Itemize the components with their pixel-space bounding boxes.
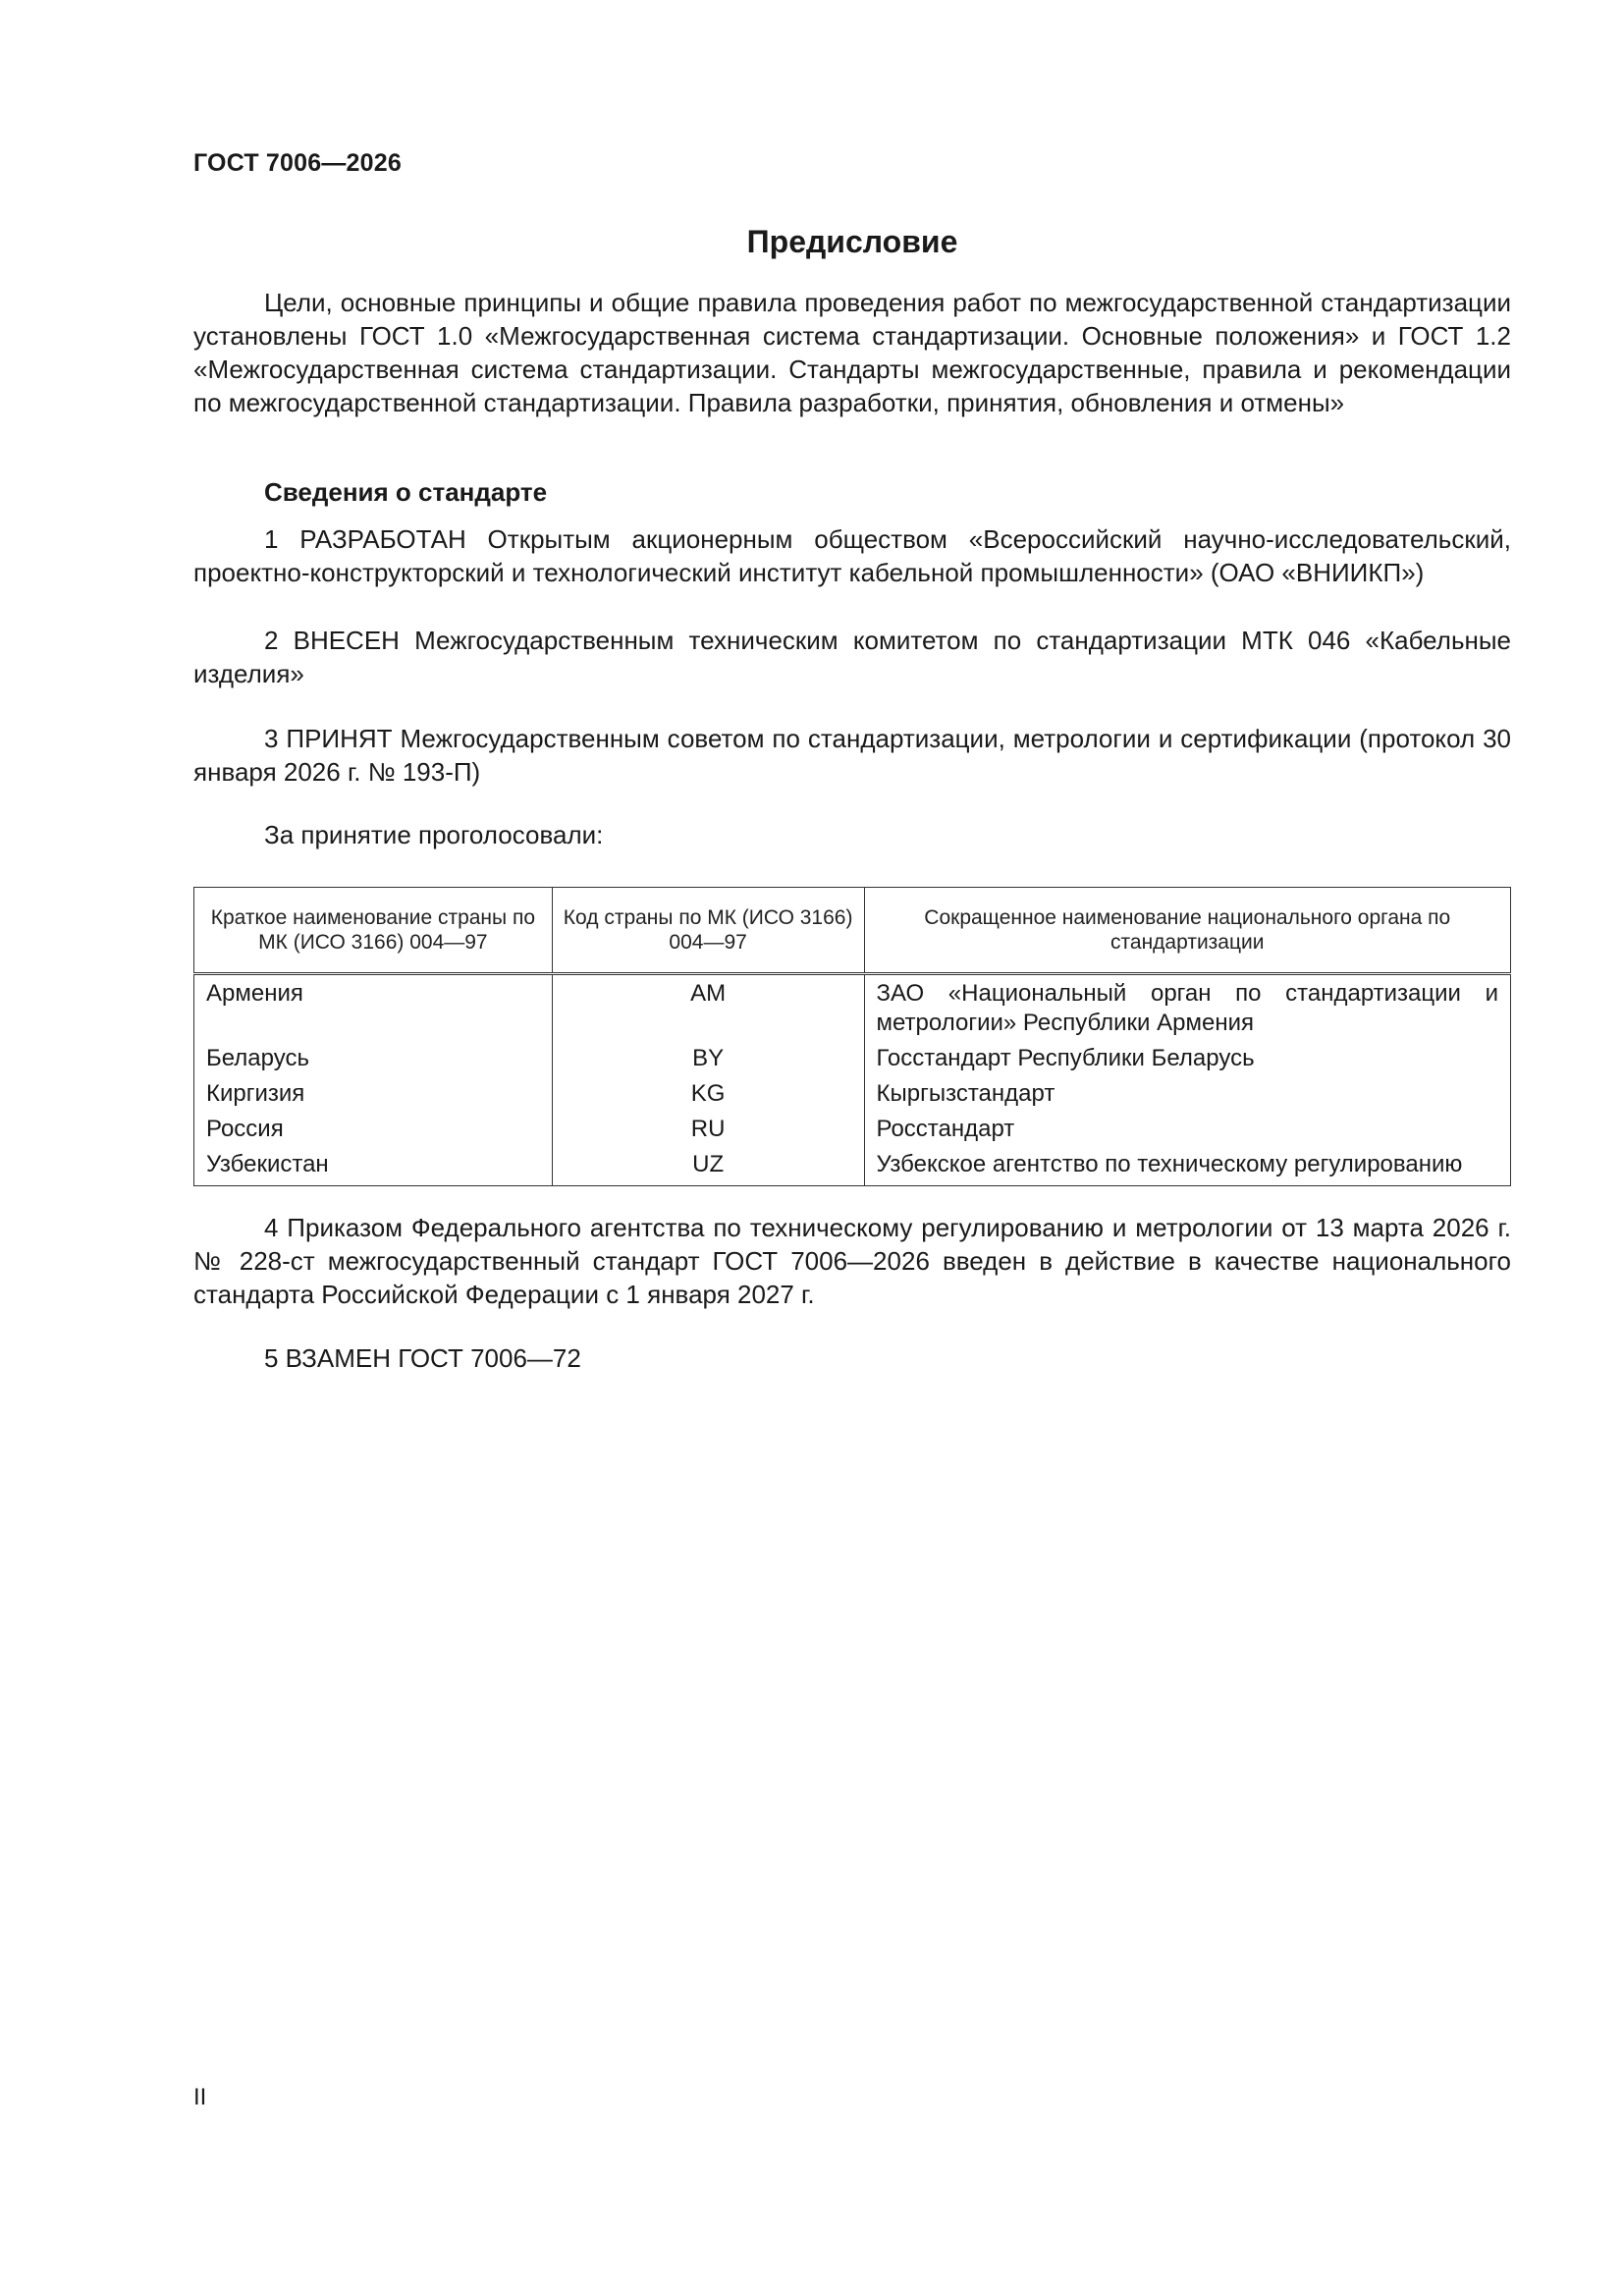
table-row xyxy=(194,1075,1511,1111)
document-page xyxy=(193,0,1511,2296)
cell-body: Узбекское агентство по техническому регулированию xyxy=(864,1146,1511,1186)
item-order: 4 Приказом Федерального агентства по техническому регулированию и метрологии от 13 марта 2026 г. № 228-ст межгосударственный стандарт ГОСТ 7006—2026 введен в действие в качестве национального стандарта Российской Федерации с 1 января 2027 г. xyxy=(193,1213,1511,1309)
cell-country: Беларусь xyxy=(194,1040,553,1075)
table-row xyxy=(194,974,1511,1041)
header-code: Код страны по МК (ИСО 3166) 004—97 xyxy=(552,888,864,974)
standard-code-header: ГОСТ 7006—2026 xyxy=(193,149,402,177)
cell-code: UZ xyxy=(552,1146,864,1186)
cell-body: Росстандарт xyxy=(864,1111,1511,1146)
item-developed: 1 РАЗРАБОТАН Открытым акционерным обществом «Всероссийский научно-исследовательский, проектно-конструкторский и технологический институт кабельной промышленности» (ОАО «ВНИИКП») xyxy=(193,524,1511,587)
member-states-table xyxy=(193,887,1511,1186)
page-title: Предисловие xyxy=(746,224,958,259)
cell-country: Армения xyxy=(194,974,553,1041)
cell-country: Узбекистан xyxy=(194,1146,553,1186)
page-number: II xyxy=(193,2084,207,2110)
cell-body: Госстандарт Республики Беларусь xyxy=(864,1040,1511,1075)
table-row xyxy=(194,1146,1511,1186)
table-row xyxy=(194,1111,1511,1146)
cell-code: BY xyxy=(552,1040,864,1075)
cell-code: KG xyxy=(552,1075,864,1111)
votes-label: За принятие проголосовали: xyxy=(264,820,604,849)
header-country: Краткое наименование страны по МК (ИСО 3166) 004—97 xyxy=(194,888,553,974)
cell-country: Киргизия xyxy=(194,1075,553,1111)
item-introduced: 2 ВНЕСЕН Межгосударственным техническим комитетом по стандартизации МТК 046 «Кабельные изделия» xyxy=(193,626,1511,688)
cell-body: ЗАО «Национальный орган по стандартизации и метрологии» Республики Армения xyxy=(864,974,1511,1041)
item-replaces: 5 ВЗАМЕН ГОСТ 7006—72 xyxy=(264,1343,581,1373)
header-body: Сокращенное наименование национального органа по стандартизации xyxy=(864,888,1511,974)
intro-paragraph: Цели, основные принципы и общие правила проведения работ по межгосударственной стандартизации установлены ГОСТ 1.0 «Межгосударственная система стандартизации. Основные положения» и ГОСТ 1.2 «Межгосударственная система стандартизации. Стандарты межгосударственные, правила и рекомендации по межгосударственной стандартизации. Правила разработки, принятия, обновления и отмены» xyxy=(193,288,1511,417)
table-header-row xyxy=(194,888,1511,974)
cell-country: Россия xyxy=(194,1111,553,1146)
cell-body: Кыргызстандарт xyxy=(864,1075,1511,1111)
cell-code: AM xyxy=(552,974,864,1041)
item-adopted: 3 ПРИНЯТ Межгосударственным советом по стандартизации, метрологии и сертификации (протокол 30 января 2026 г. № 193-П) xyxy=(193,724,1511,787)
info-heading: Сведения о стандарте xyxy=(264,477,548,507)
cell-code: RU xyxy=(552,1111,864,1146)
table-row xyxy=(194,1040,1511,1075)
